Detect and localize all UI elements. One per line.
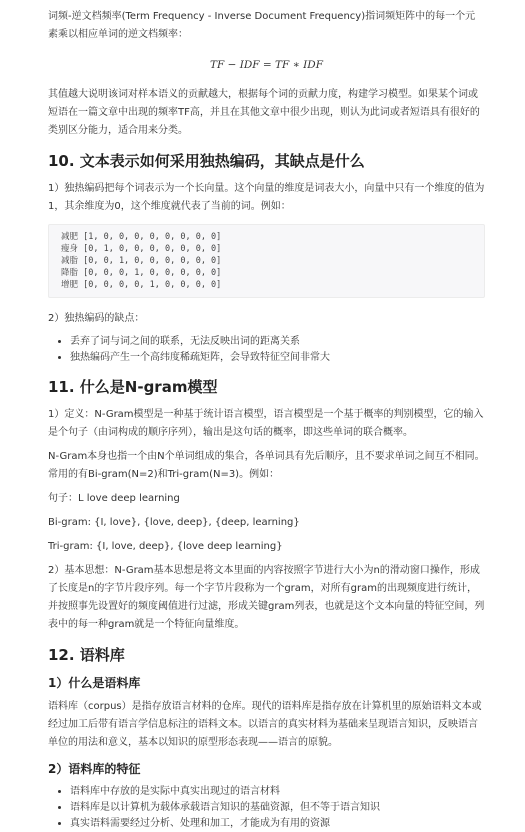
trigram-example: Tri-gram: {I, love, deep}, {love deep learning} bbox=[48, 541, 283, 552]
section-12-heading: 12. 语料库 bbox=[48, 646, 125, 664]
code-line: 瘦身 [0, 1, 0, 0, 0, 0, 0, 0, 0] bbox=[61, 244, 222, 254]
corpus-features-list bbox=[48, 784, 485, 832]
code-line: 减肥 [1, 0, 0, 0, 0, 0, 0, 0, 0] bbox=[61, 232, 222, 242]
section-11-paragraph-2: N-Gram本身也指一个由N个单词组成的集合，各单词具有先后顺序，且不要求单词之间互不相同。常用的有Bi-gram(N=2)和Tri-gram(N=3)。例如： bbox=[48, 451, 485, 480]
list-item: • 丢弃了词与词之间的联系，无法反映出词的距离关系 bbox=[70, 334, 485, 350]
list-item: • 语料库是以计算机为载体承载语言知识的基础资源，但不等于语言知识 bbox=[70, 800, 485, 816]
section-12-subheading-1: 1）什么是语料库 bbox=[48, 676, 141, 690]
tfidf-definition: 词频-逆文档频率(Term Frequency - Inverse Document Frequency)指词频矩阵中的每一个元素乘以相应单词的逆文档频率： bbox=[48, 11, 476, 40]
section-12-paragraph-1: 语料库（corpus）是指存放语言材料的仓库。现代的语料库是指存放在计算机里的原始语料文本或经过加工后带有语言学信息标注的语料文本。以语言的真实材料为基础来呈现语言知识，反映语言单位的用法和意义，基本以知识的原型形态表现——语言的原貌。 bbox=[48, 701, 482, 748]
section-10-paragraph-1: 1）独热编码把每个词表示为一个长向量。这个向量的维度是词表大小，向量中只有一个维度的值为1，其余维度为0，这个维度就代表了当前的词。例如： bbox=[48, 183, 485, 212]
tfidf-explanation: 其值越大说明该词对样本语义的贡献越大，根据每个词的贡献力度，构建学习模型。如果某个词或短语在一篇文章中出现的频率TF高，并且在其他文章中很少出现，则认为此词或者短语具有很好的类别区分能力，适合用来分类。 bbox=[48, 89, 480, 136]
section-12-subheading-2: 2）语料库的特征 bbox=[48, 762, 141, 776]
list-item: • 语料库中存放的是实际中真实出现过的语言材料 bbox=[70, 784, 485, 800]
code-line: 降脂 [0, 0, 0, 1, 0, 0, 0, 0, 0] bbox=[61, 268, 222, 278]
tfidf-formula: TF − IDF = TF ∗ IDF bbox=[209, 59, 324, 71]
section-11-heading: 11. 什么是N-gram模型 bbox=[48, 378, 218, 396]
bigram-example: Bi-gram: {I, love}, {love, deep}, {deep, learning} bbox=[48, 517, 300, 528]
code-line: 减脂 [0, 0, 1, 0, 0, 0, 0, 0, 0] bbox=[61, 256, 222, 266]
section-11-paragraph-3: 2）基本思想：N-Gram基本思想是将文本里面的内容按照字节进行大小为n的滑动窗口操作，形成了长度是n的字节片段序列。每一个字节片段称为一个gram，对所有gram的出现频度进行统计，并按照事先设置好的频度阈值进行过滤，形成关键gram列表，也就是这个文本向量的特征空间，列表中的每一种gram就是一个特征向量维度。 bbox=[48, 565, 485, 630]
list-item: • 真实语料需要经过分析、处理和加工，才能成为有用的资源 bbox=[70, 816, 485, 832]
one-hot-drawbacks-list bbox=[48, 334, 485, 366]
section-10-paragraph-2: 2）独热编码的缺点： bbox=[48, 313, 145, 324]
one-hot-code-block bbox=[48, 224, 485, 298]
list-item: • 独热编码产生一个高纬度稀疏矩阵，会导致特征空间非常大 bbox=[70, 350, 485, 366]
section-11-paragraph-1: 1）定义：N-Gram模型是一种基于统计语言模型，语言模型是一个基于概率的判别模型，它的输入是个句子（由词构成的顺序序列），输出是这句话的概率，即这些单词的联合概率。 bbox=[48, 409, 484, 438]
code-line: 增肥 [0, 0, 0, 0, 1, 0, 0, 0, 0] bbox=[61, 280, 222, 290]
section-10-heading: 10. 文本表示如何采用独热编码，其缺点是什么 bbox=[48, 152, 365, 170]
example-sentence: 句子：L love deep learning bbox=[48, 493, 180, 504]
